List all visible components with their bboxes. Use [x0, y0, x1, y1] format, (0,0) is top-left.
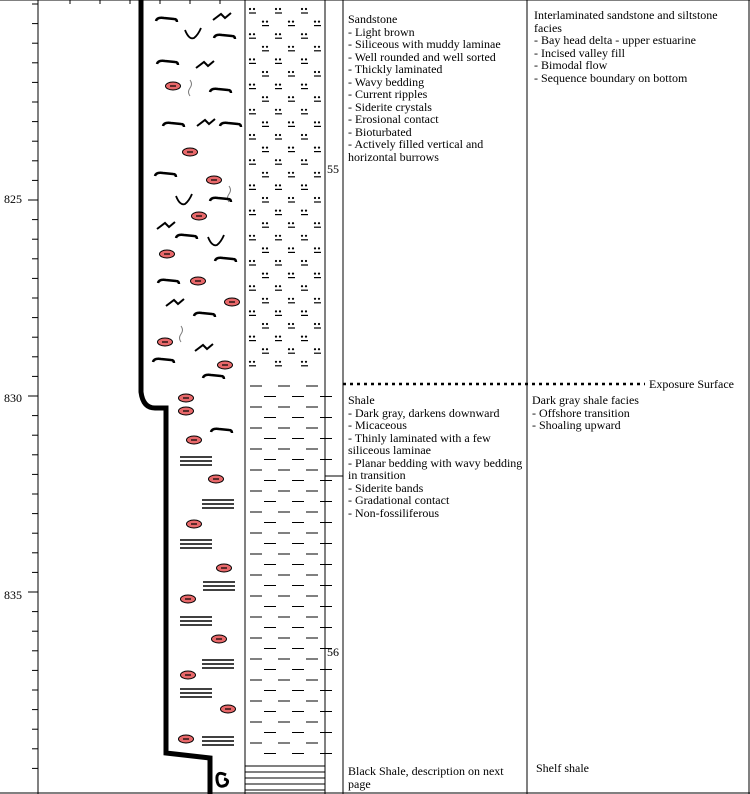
- sand-dot: [262, 172, 264, 174]
- sand-dot: [305, 159, 307, 161]
- sand-dot: [275, 109, 277, 111]
- sand-dot: [275, 210, 277, 212]
- sand-dot: [262, 348, 264, 350]
- sand-dot: [279, 184, 281, 186]
- sample-number-56: 56: [327, 645, 339, 659]
- sand-dot: [249, 361, 251, 363]
- sand-dot: [266, 71, 268, 73]
- climbing-ripple-icon: [196, 61, 214, 68]
- wavy-bedding-icon: [163, 123, 184, 127]
- sand-dot: [292, 147, 294, 149]
- sand-dot: [279, 84, 281, 86]
- sandstone-description: Sandstone - Light brown - Siliceous with muddy laminae - Well rounded and well sorted - Thickly laminated - Wavy bedding - Current ripples - Siderite crystals - Erosional contact - Bioturbated - Actively filled vertical and horizontal burrows: [348, 12, 501, 164]
- sand-dot: [305, 8, 307, 10]
- sand-dot: [275, 285, 277, 287]
- sand-dot: [301, 210, 303, 212]
- sand-dot: [253, 134, 255, 136]
- sand-dot: [275, 260, 277, 262]
- sand-dot: [318, 298, 320, 300]
- sand-dot: [253, 84, 255, 86]
- sand-dot: [266, 172, 268, 174]
- sand-dot: [279, 310, 281, 312]
- depth-label-835: 835: [4, 588, 22, 602]
- sand-dot: [288, 323, 290, 325]
- sand-dot: [314, 298, 316, 300]
- black-shale-description: Black Shale, description on next page: [348, 764, 504, 791]
- sand-dot: [253, 210, 255, 212]
- sand-dot: [266, 222, 268, 224]
- sand-dot: [318, 197, 320, 199]
- sand-dot: [301, 159, 303, 161]
- sand-dot: [301, 58, 303, 60]
- sand-dot: [249, 210, 251, 212]
- sand-dot: [253, 8, 255, 10]
- sand-dot: [249, 109, 251, 111]
- sand-dot: [314, 147, 316, 149]
- sand-dot: [318, 21, 320, 23]
- sand-dot: [275, 361, 277, 363]
- sand-dot: [266, 46, 268, 48]
- sand-dot: [292, 121, 294, 123]
- sand-dot: [253, 235, 255, 237]
- sand-dot: [288, 172, 290, 174]
- sand-dot: [262, 323, 264, 325]
- ripple-icon: [176, 194, 192, 204]
- sand-dot: [288, 197, 290, 199]
- sand-dot: [301, 84, 303, 86]
- sand-dot: [301, 235, 303, 237]
- sand-dot: [279, 285, 281, 287]
- sand-dot: [253, 109, 255, 111]
- sand-dot: [262, 147, 264, 149]
- sand-dot: [288, 222, 290, 224]
- wavy-bedding-icon: [203, 375, 224, 379]
- climbing-ripple-icon: [195, 344, 213, 351]
- sand-dot: [288, 298, 290, 300]
- sand-dot: [288, 273, 290, 275]
- sand-dot: [249, 235, 251, 237]
- wavy-bedding-icon: [220, 123, 241, 127]
- sand-dot: [314, 197, 316, 199]
- wavy-bedding-icon: [214, 35, 235, 39]
- sand-dot: [288, 46, 290, 48]
- sand-dot: [305, 184, 307, 186]
- sand-dot: [266, 247, 268, 249]
- sand-dot: [305, 285, 307, 287]
- sand-dot: [253, 336, 255, 338]
- wavy-bedding-icon: [215, 258, 236, 262]
- sand-dot: [275, 84, 277, 86]
- sand-dot: [305, 260, 307, 262]
- sand-dot: [262, 121, 264, 123]
- sand-dot: [318, 323, 320, 325]
- wavy-bedding-icon: [176, 235, 197, 239]
- black-shale-facies: Shelf shale: [536, 761, 589, 775]
- sand-dot: [253, 260, 255, 262]
- sand-dot: [249, 134, 251, 136]
- sand-dot: [314, 121, 316, 123]
- sand-dot: [305, 109, 307, 111]
- sand-dot: [249, 336, 251, 338]
- sand-dot: [301, 109, 303, 111]
- sand-dot: [314, 46, 316, 48]
- sand-dot: [301, 310, 303, 312]
- sand-dot: [279, 210, 281, 212]
- depth-ticks: [28, 4, 38, 768]
- sand-dot: [314, 172, 316, 174]
- sand-dot: [253, 33, 255, 35]
- wavy-bedding-icon: [211, 429, 232, 433]
- climbing-ripple-icon: [166, 299, 184, 306]
- sand-dot: [275, 58, 277, 60]
- sand-dot: [266, 21, 268, 23]
- sand-dot: [288, 96, 290, 98]
- sand-dot: [249, 58, 251, 60]
- sand-dot: [262, 298, 264, 300]
- sand-dot: [262, 21, 264, 23]
- sand-dot: [292, 222, 294, 224]
- depth-label-825: 825: [4, 192, 22, 206]
- sand-dot: [314, 348, 316, 350]
- sand-dot: [249, 260, 251, 262]
- sand-dot: [288, 21, 290, 23]
- sand-dot: [314, 71, 316, 73]
- sand-dot: [279, 336, 281, 338]
- sand-dot: [314, 21, 316, 23]
- sand-dot: [301, 336, 303, 338]
- sand-dot: [275, 159, 277, 161]
- wavy-bedding-icon: [210, 89, 231, 93]
- sandstone-facies: Interlaminated sandstone and siltstone facies - Bay head delta - upper estuarine - Incised valley fill - Bimodal flow - Sequence boundary on bottom: [534, 8, 718, 85]
- sand-dot: [292, 96, 294, 98]
- sand-dot: [314, 323, 316, 325]
- climbing-ripple-icon: [213, 13, 231, 20]
- sand-dot: [266, 121, 268, 123]
- sand-dot: [305, 336, 307, 338]
- sand-dot: [318, 121, 320, 123]
- sample-number-55: 55: [327, 162, 339, 176]
- sand-dot: [314, 247, 316, 249]
- sand-dot: [279, 134, 281, 136]
- sand-dot: [266, 273, 268, 275]
- sand-dot: [253, 159, 255, 161]
- shale-description: Shale - Dark gray, darkens downward - Micaceous - Thinly laminated with a few siliceous laminae - Planar bedding with wavy bedding in transition - Siderite bands - Gradational contact - Non-fossiliferous: [348, 393, 523, 520]
- sand-dot: [301, 8, 303, 10]
- wavy-bedding-icon: [157, 61, 178, 65]
- sand-dot: [249, 84, 251, 86]
- fossil-icon: [217, 773, 228, 786]
- wavy-bedding-icon: [155, 173, 176, 177]
- sand-dot: [262, 71, 264, 73]
- depth-label-830: 830: [4, 391, 22, 405]
- wavy-bedding-icon: [158, 280, 179, 284]
- burrow-icon: [180, 326, 183, 342]
- sand-dot: [305, 58, 307, 60]
- sand-dot: [292, 348, 294, 350]
- sand-dot: [253, 58, 255, 60]
- sand-dot: [266, 323, 268, 325]
- sand-dot: [253, 184, 255, 186]
- sand-dot: [279, 361, 281, 363]
- sand-dot: [301, 134, 303, 136]
- sand-dot: [279, 260, 281, 262]
- sand-dot: [262, 46, 264, 48]
- sand-dot: [266, 298, 268, 300]
- sand-dot: [262, 247, 264, 249]
- sand-dot: [279, 8, 281, 10]
- sand-dot: [279, 109, 281, 111]
- sand-dot: [275, 184, 277, 186]
- sand-dot: [262, 197, 264, 199]
- sand-dot: [292, 298, 294, 300]
- sand-dot: [314, 96, 316, 98]
- grain-size-profile: [141, 0, 210, 794]
- sand-dot: [305, 33, 307, 35]
- sand-dot: [292, 247, 294, 249]
- sand-dot: [249, 285, 251, 287]
- sand-dot: [305, 134, 307, 136]
- sand-dot: [301, 361, 303, 363]
- sand-dot: [249, 33, 251, 35]
- sand-dot: [275, 134, 277, 136]
- sand-dot: [262, 96, 264, 98]
- sand-dot: [301, 184, 303, 186]
- sand-dot: [275, 33, 277, 35]
- lithology-column: [245, 8, 332, 790]
- sand-dot: [253, 361, 255, 363]
- sand-dot: [275, 336, 277, 338]
- sand-dot: [292, 21, 294, 23]
- sand-dot: [301, 33, 303, 35]
- sand-dot: [288, 121, 290, 123]
- sand-dot: [318, 273, 320, 275]
- sand-dot: [288, 348, 290, 350]
- burrow-icon: [189, 80, 192, 96]
- sand-dot: [305, 84, 307, 86]
- sand-dot: [292, 323, 294, 325]
- exposure-surface-label: Exposure Surface: [649, 377, 734, 391]
- sand-dot: [279, 235, 281, 237]
- sand-dot: [318, 147, 320, 149]
- wavy-bedding-icon: [156, 18, 177, 22]
- sand-dot: [288, 147, 290, 149]
- sand-dot: [279, 58, 281, 60]
- sand-dot: [318, 247, 320, 249]
- sand-dot: [318, 172, 320, 174]
- sand-dot: [262, 222, 264, 224]
- sand-dot: [314, 273, 316, 275]
- sand-dot: [249, 184, 251, 186]
- sand-dot: [318, 348, 320, 350]
- sand-dot: [301, 285, 303, 287]
- sand-dot: [266, 96, 268, 98]
- sand-dot: [266, 348, 268, 350]
- sand-dot: [253, 285, 255, 287]
- sand-dot: [266, 147, 268, 149]
- sand-dot: [301, 260, 303, 262]
- sand-dot: [275, 235, 277, 237]
- sand-dot: [249, 8, 251, 10]
- sand-dot: [249, 159, 251, 161]
- wavy-bedding-icon: [153, 359, 174, 363]
- sand-dot: [318, 71, 320, 73]
- sand-dot: [266, 197, 268, 199]
- sand-dot: [279, 33, 281, 35]
- sand-dot: [318, 96, 320, 98]
- sand-dot: [318, 46, 320, 48]
- sand-dot: [275, 310, 277, 312]
- sand-dot: [305, 235, 307, 237]
- sand-dot: [262, 273, 264, 275]
- sand-dot: [305, 310, 307, 312]
- sand-dot: [292, 273, 294, 275]
- sand-dot: [279, 159, 281, 161]
- sand-dot: [292, 172, 294, 174]
- wavy-bedding-icon: [194, 313, 215, 317]
- sand-dot: [292, 71, 294, 73]
- sand-dot: [253, 310, 255, 312]
- sand-dot: [249, 310, 251, 312]
- sand-dot: [305, 210, 307, 212]
- sand-dot: [314, 222, 316, 224]
- ripple-icon: [185, 28, 201, 38]
- ripple-icon: [208, 235, 224, 245]
- sand-dot: [305, 361, 307, 363]
- shale-facies: Dark gray shale facies - Offshore transition - Shoaling upward: [532, 393, 639, 432]
- climbing-ripple-icon: [197, 119, 215, 126]
- wavy-bedding-icon: [210, 198, 231, 202]
- sand-dot: [275, 8, 277, 10]
- grain-size-profile-line: [141, 0, 210, 794]
- sand-dot: [318, 222, 320, 224]
- climbing-ripple-icon: [157, 222, 175, 229]
- sand-dot: [292, 197, 294, 199]
- sand-dot: [288, 71, 290, 73]
- sand-dot: [292, 46, 294, 48]
- sand-dot: [288, 247, 290, 249]
